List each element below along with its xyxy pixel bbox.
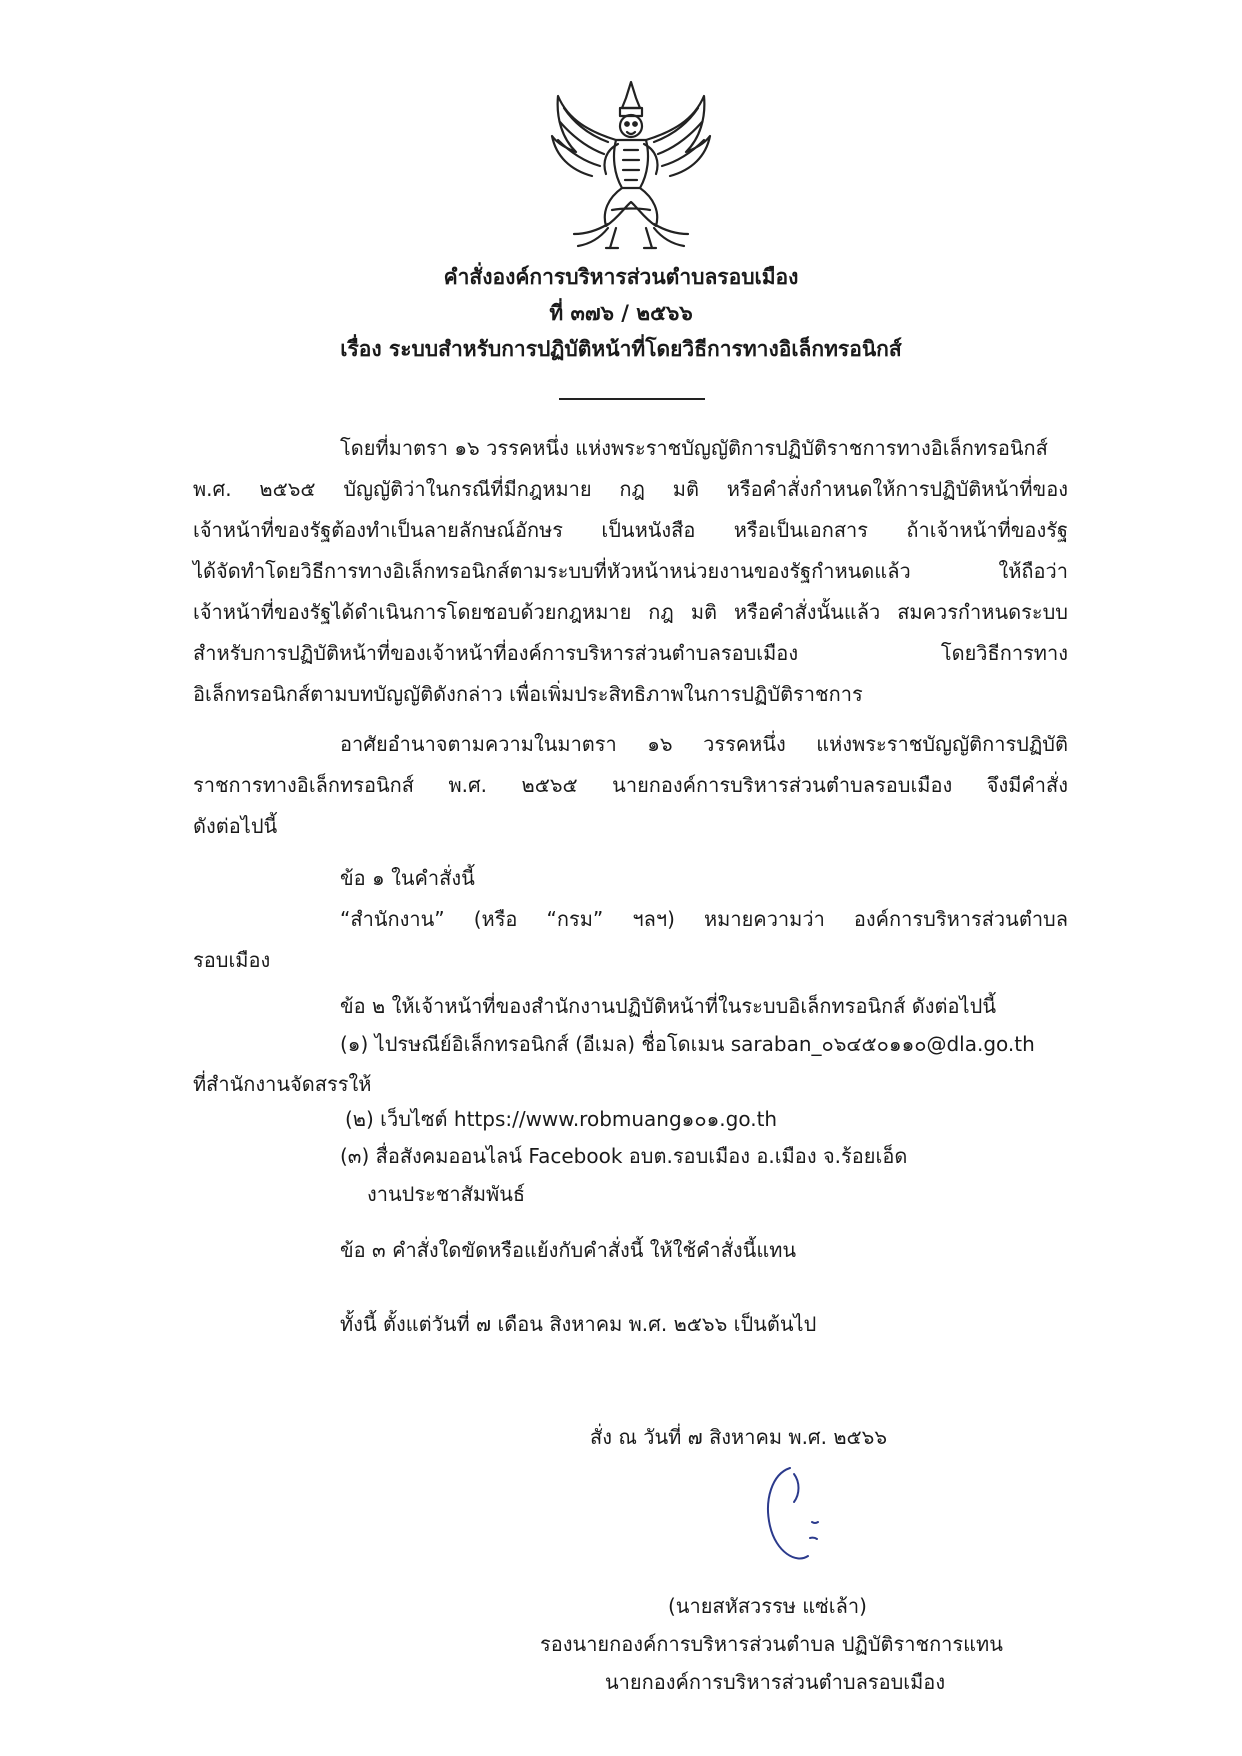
- channel-item-email: (๑) ไปรษณีย์อิเล็กทรอนิกส์ (อีเมล) ชื่อโดเมน saraban_๐๖๔๕๐๑๑๐@dla.go.th: [340, 1032, 1035, 1056]
- clause-2: ข้อ ๒ ให้เจ้าหน้าที่ของสำนักงานปฏิบัติหน้าที่ในระบบอิเล็กทรอนิกส์ ดังต่อไปนี้: [340, 994, 996, 1018]
- paragraph2-line: ราชการทางอิเล็กทรอนิกส์ พ.ศ. ๒๕๖๕ นายกองค์การบริหารส่วนตำบลรอบเมือง จึงมีคำสั่ง: [193, 773, 1068, 797]
- signatory-position: รองนายกองค์การบริหารส่วนตำบล ปฏิบัติราชการแทน: [540, 1632, 1003, 1656]
- definition-line: รอบเมือง: [193, 948, 271, 972]
- order-date: สั่ง ณ วันที่ ๗ สิงหาคม พ.ศ. ๒๕๖๖: [590, 1425, 888, 1449]
- paragraph1-line: ได้จัดทำโดยวิธีการทางอิเล็กทรอนิกส์ตามระบบที่หัวหน้าหน่วยงานของรัฐกำหนดแล้ว ให้ถือว่า: [193, 559, 1068, 583]
- channel-item-facebook: (๓) สื่อสังคมออนไลน์ Facebook อบต.รอบเมือง อ.เมือง จ.ร้อยเอ็ด: [340, 1144, 908, 1168]
- garuda-emblem-icon: [546, 78, 716, 254]
- paragraph1-line: เจ้าหน้าที่ของรัฐต้องทำเป็นลายลักษณ์อักษร เป็นหนังสือ หรือเป็นเอกสาร ถ้าเจ้าหน้าที่ของรัฐ: [193, 518, 1068, 542]
- paragraph1-line: พ.ศ. ๒๕๖๕ บัญญัติว่าในกรณีที่มีกฎหมาย กฎ มติ หรือคำสั่งกำหนดให้การปฏิบัติหน้าที่ของ: [193, 477, 1068, 501]
- channel-item-email-cont: ที่สำนักงานจัดสรรให้: [193, 1072, 372, 1096]
- order-subject: เรื่อง ระบบสำหรับการปฏิบัติหน้าที่โดยวิธีการทางอิเล็กทรอนิกส์: [340, 337, 902, 361]
- signatory-name: (นายสหัสวรรษ แซ่เล้า): [668, 1594, 867, 1618]
- clause-1: ข้อ ๑ ในคำสั่งนี้: [340, 866, 475, 890]
- order-number: ที่ ๓๗๖ / ๒๕๖๖: [549, 301, 693, 325]
- handwritten-signature: [760, 1460, 826, 1580]
- channel-item-facebook-cont: งานประชาสัมพันธ์: [367, 1182, 526, 1206]
- definition-line: “สำนักงาน” (หรือ “กรม” ฯลฯ) หมายความว่า องค์การบริหารส่วนตำบล: [340, 907, 1068, 931]
- clause-3: ข้อ ๓ คำสั่งใดขัดหรือแย้งกับคำสั่งนี้ ให้ใช้คำสั่งนี้แทน: [340, 1238, 797, 1262]
- effective-date: ทั้งนี้ ตั้งแต่วันที่ ๗ เดือน สิงหาคม พ.ศ. ๒๕๖๖ เป็นต้นไป: [340, 1312, 817, 1336]
- order-title: คำสั่งองค์การบริหารส่วนตำบลรอบเมือง: [443, 265, 799, 289]
- signatory-office: นายกองค์การบริหารส่วนตำบลรอบเมือง: [605, 1670, 946, 1694]
- paragraph2-line: อาศัยอำนาจตามความในมาตรา ๑๖ วรรคหนึ่ง แห่งพระราชบัญญัติการปฏิบัติ: [340, 732, 1068, 756]
- header-divider: [559, 398, 705, 400]
- paragraph1-line: สำหรับการปฏิบัติหน้าที่ของเจ้าหน้าที่องค์การบริหารส่วนตำบลรอบเมือง โดยวิธีการทาง: [193, 641, 1068, 665]
- paragraph1-line: โดยที่มาตรา ๑๖ วรรคหนึ่ง แห่งพระราชบัญญัติการปฏิบัติราชการทางอิเล็กทรอนิกส์: [340, 436, 1048, 460]
- paragraph1-line: อิเล็กทรอนิกส์ตามบทบัญญัติดังกล่าว เพื่อเพิ่มประสิทธิภาพในการปฏิบัติราชการ: [193, 682, 863, 706]
- paragraph2-line: ดังต่อไปนี้: [193, 814, 278, 838]
- paragraph1-line: เจ้าหน้าที่ของรัฐได้ดำเนินการโดยชอบด้วยกฎหมาย กฎ มติ หรือคำสั่งนั้นแล้ว สมควรกำหนดระบบ: [193, 600, 1068, 624]
- channel-item-website: (๒) เว็บไซต์ https://www.robmuang๑๐๑.go.th: [345, 1107, 778, 1131]
